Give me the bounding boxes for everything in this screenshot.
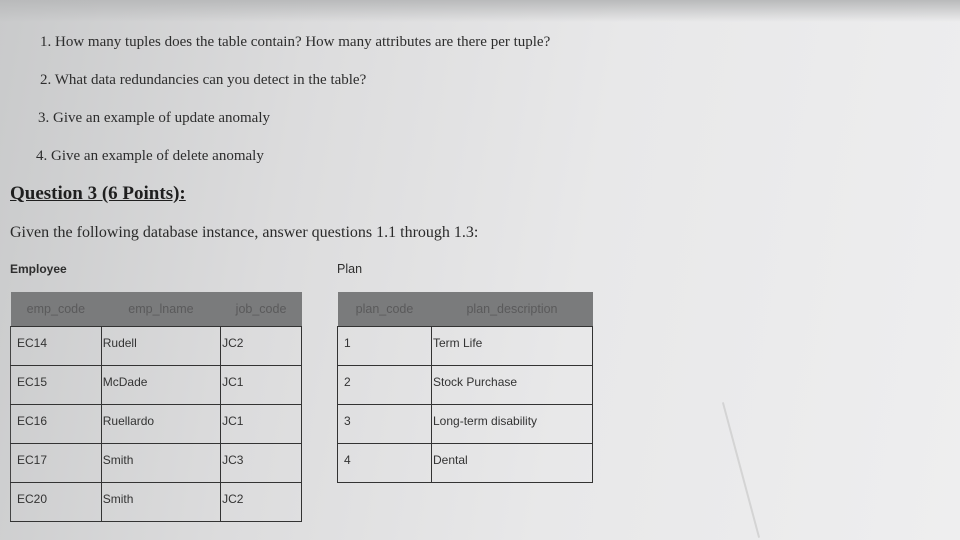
cell-job-code: JC1 [221, 366, 302, 405]
cell-plan-description: Long-term disability [432, 405, 593, 444]
table-row [338, 327, 593, 366]
paper-crease [722, 402, 760, 538]
cell-emp-lname: Smith [101, 483, 220, 522]
top-shadow [0, 0, 960, 22]
cell-job-code: JC3 [221, 444, 302, 483]
table-row [11, 483, 302, 522]
cell-emp-lname: Ruellardo [101, 405, 220, 444]
cell-plan-code: 1 [338, 327, 432, 366]
table-row [338, 405, 593, 444]
table-row [11, 405, 302, 444]
table-row [11, 327, 302, 366]
cell-emp-lname: McDade [101, 366, 220, 405]
question-3: 3. Give an example of update anomaly [38, 110, 271, 126]
column-header-job-code: job_code [221, 292, 302, 327]
question-4: 4. Give an example of delete anomaly [36, 148, 264, 164]
cell-plan-code: 4 [338, 444, 432, 483]
cell-emp-code: EC16 [11, 405, 102, 444]
table-row [338, 366, 593, 405]
column-header-emp-lname: emp_lname [101, 292, 220, 327]
column-header-emp-code: emp_code [11, 292, 102, 327]
plan-header-row [338, 292, 593, 327]
cell-emp-code: EC20 [11, 483, 102, 522]
cell-emp-code: EC14 [11, 327, 102, 366]
table-row [11, 366, 302, 405]
employee-table-label: Employee [10, 262, 67, 276]
cell-job-code: JC2 [221, 483, 302, 522]
cell-emp-code: EC17 [11, 444, 102, 483]
cell-emp-code: EC15 [11, 366, 102, 405]
table-row [11, 444, 302, 483]
employee-table [10, 292, 302, 522]
column-header-plan-description: plan_description [432, 292, 593, 327]
column-header-plan-code: plan_code [338, 292, 432, 327]
plan-table [337, 292, 593, 483]
cell-plan-code: 3 [338, 405, 432, 444]
question-3-heading: Question 3 (6 Points): [10, 183, 186, 204]
cell-job-code: JC1 [221, 405, 302, 444]
table-row [338, 444, 593, 483]
cell-job-code: JC2 [221, 327, 302, 366]
question-2: 2. What data redundancies can you detect in the table? [40, 72, 367, 88]
instructions-text: Given the following database instance, answer questions 1.1 through 1.3: [10, 224, 479, 241]
cell-plan-description: Stock Purchase [432, 366, 593, 405]
question-1: 1. How many tuples does the table contain? How many attributes are there per tuple? [40, 34, 551, 50]
employee-header-row [11, 292, 302, 327]
plan-table-label: Plan [337, 262, 363, 276]
cell-emp-lname: Rudell [101, 327, 220, 366]
cell-plan-description: Term Life [432, 327, 593, 366]
cell-plan-code: 2 [338, 366, 432, 405]
cell-emp-lname: Smith [101, 444, 220, 483]
cell-plan-description: Dental [432, 444, 593, 483]
